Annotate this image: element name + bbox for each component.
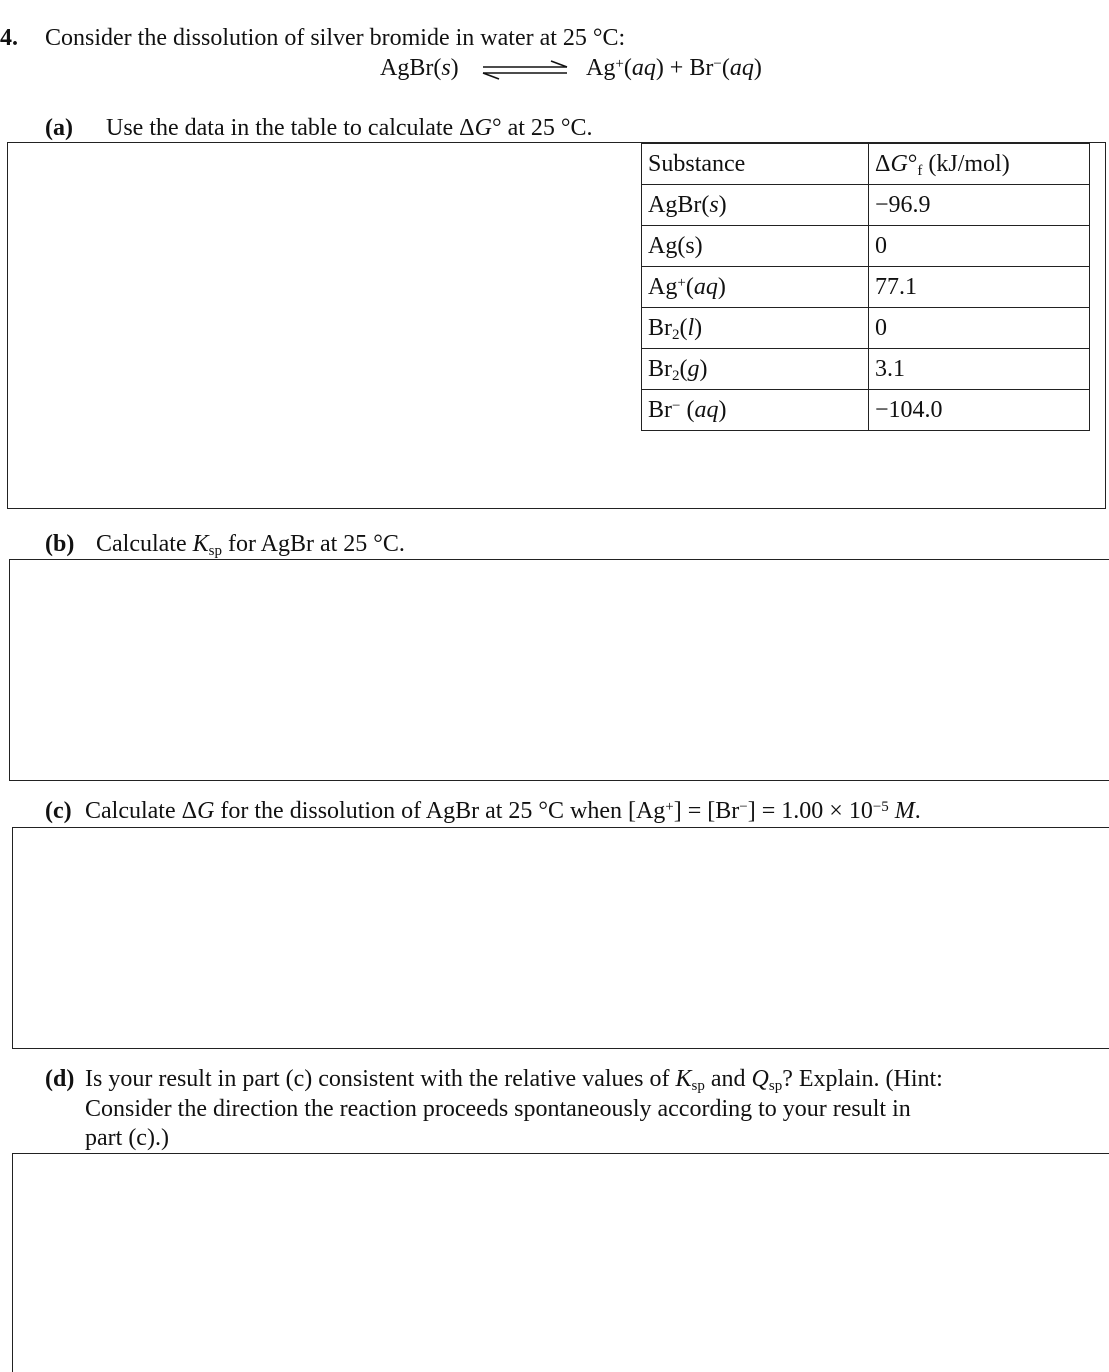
table-cell-value: 77.1	[869, 267, 1090, 308]
table-row	[642, 308, 1090, 349]
part-d-label: (d)	[45, 1066, 75, 1092]
table-cell-substance: Ag(s)	[642, 226, 869, 267]
part-c-label: (c)	[45, 798, 72, 824]
table-cell-value: −96.9	[869, 185, 1090, 226]
table-row	[642, 267, 1090, 308]
table-cell-substance: $Br_2(l)$	[642, 308, 869, 349]
table-cell-value: −104.0	[869, 390, 1090, 431]
part-a-label: (a)	[45, 115, 73, 141]
question-number: 4.	[0, 25, 18, 51]
table-cell-substance: AgBr(s)	[642, 185, 869, 226]
equilibrium-arrow-icon	[481, 60, 571, 80]
part-d-line3: part (c).)	[85, 1125, 169, 1151]
table-row	[642, 226, 1090, 267]
free-energy-table	[641, 143, 1090, 431]
table-row	[642, 390, 1090, 431]
table-cell-value: 3.1	[869, 349, 1090, 390]
part-d-line2: Consider the direction the reaction proceeds spontaneously according to your result in	[85, 1096, 911, 1122]
part-c-text: Calculate ΔG for the dissolution of AgBr at 25 °C when $[Ag^+] = [Br^-] = 1.00 \times 10^{-5}$ M.	[85, 798, 921, 824]
part-b-text: Calculate $K_{sp}$ for AgBr at 25 °C.	[96, 531, 405, 559]
table-cell-value: 0	[869, 226, 1090, 267]
table-header-dgf: $\Delta G^\circ_f$ (kJ/mol)	[869, 144, 1090, 185]
equation-products: Ag+(aq) + Br−(aq)	[586, 55, 762, 81]
equation-reactant: AgBr(s)	[380, 55, 459, 81]
part-b-label: (b)	[45, 531, 75, 557]
table-cell-substance: $Br_2(g)$	[642, 349, 869, 390]
part-d-line1: Is your result in part (c) consistent with the relative values of $K_{sp}$ and $Q_{sp}$? Explain. (Hint:	[85, 1066, 943, 1094]
table-row	[642, 185, 1090, 226]
table-row	[642, 349, 1090, 390]
part-d-answer-box[interactable]	[12, 1153, 1109, 1372]
part-a-text: Use the data in the table to calculate ΔG° at 25 °C.	[106, 115, 593, 141]
table-header-row	[642, 144, 1090, 185]
part-b-answer-box[interactable]	[9, 559, 1109, 781]
table-header-substance: Substance	[642, 144, 869, 185]
table-cell-substance: Br− (aq)	[642, 390, 869, 431]
table-cell-value: 0	[869, 308, 1090, 349]
table-cell-substance: Ag+(aq)	[642, 267, 869, 308]
part-c-answer-box[interactable]	[12, 827, 1109, 1049]
question-intro: Consider the dissolution of silver bromide in water at 25 °C:	[45, 25, 626, 51]
